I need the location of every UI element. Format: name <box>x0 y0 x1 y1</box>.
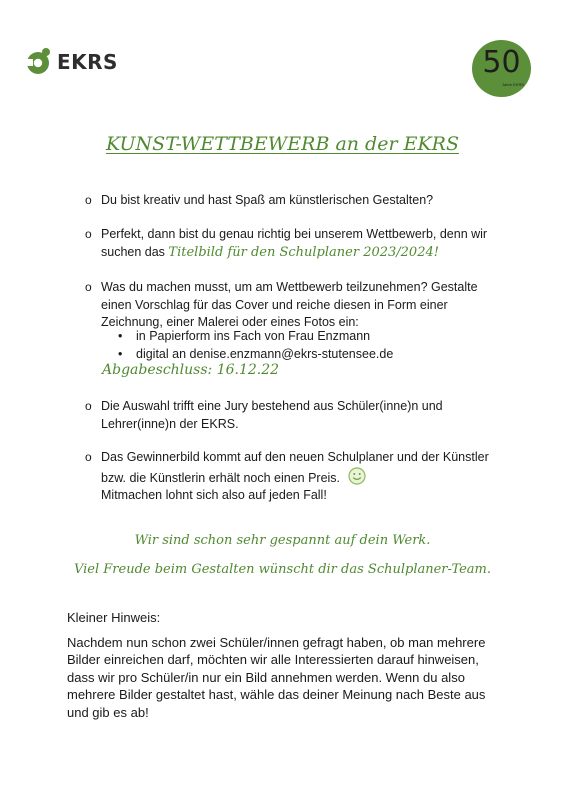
bullet-icon: o <box>85 193 92 207</box>
item-1: Du bist kreativ und hast Spaß am künstlerischen Gestalten? <box>101 193 434 207</box>
sub-item-2: digital an denise.enzmann@ekrs-stutensee.de <box>136 347 394 361</box>
hint-heading: Kleiner Hinweis: <box>67 610 161 625</box>
logo-text: EKRS <box>57 50 118 74</box>
sub-item-1: in Papierform ins Fach von Frau Enzmann <box>136 329 371 343</box>
ekrs-logo-icon <box>24 47 54 77</box>
item-3: Was du machen musst, um am Wettbewerb teilzunehmen? Gestalte einen Vorschlag für das Cover und reiche diesen in Form einer Zeichnung, einer Malerei oder eines Fotos ein: <box>101 280 478 329</box>
item-4: Die Auswahl trifft eine Jury bestehend aus Schüler(inne)n und Lehrer(inne)n der EKRS. <box>101 399 443 431</box>
dot-bullet-icon: • <box>118 347 123 361</box>
badge-number: 50 <box>482 45 521 80</box>
bullet-icon: o <box>85 399 92 413</box>
deadline: Abgabeschluss: 16.12.22 <box>102 362 280 378</box>
bullet-icon: o <box>85 450 92 464</box>
item-2 <box>101 226 511 261</box>
smiley-face-icon <box>348 467 366 485</box>
bullet-icon: o <box>85 227 92 241</box>
dot-bullet-icon: • <box>118 329 123 343</box>
item-5-text: Das Gewinnerbild kommt auf den neuen Schulplaner und der Künstler bzw. die Künstlerin erhält noch einen Preis. <box>101 450 489 485</box>
closing-line-1: Wir sind schon sehr gespannt auf dein Werk. <box>134 533 431 548</box>
page-title: KUNST-WETTBEWERB an der EKRS <box>106 133 459 155</box>
item-2-text: Perfekt, dann bist du genau richtig bei unserem Wettbewerb, denn wir suchen das <box>101 227 488 259</box>
badge-subtitle: Jahre EKRS <box>502 82 525 87</box>
item-5-closing: Mitmachen lohnt sich also auf jeden Fall! <box>101 488 327 502</box>
hint-body: Nachdem nun schon zwei Schüler/innen gefragt haben, ob man mehrere Bilder einreichen darf, möchten wir alle Interessierten darauf hinweisen, dass wir pro Schüler/in nur ein Bild annehmen werden. Wenn du also mehrere Bilder gestaltet hast, wähle das deiner Meinung nach Beste aus und gib es ab! <box>67 635 486 720</box>
ekrs-logo <box>24 45 118 79</box>
item-5 <box>101 449 511 505</box>
bullet-icon: o <box>85 280 92 294</box>
item-2-highlight: Titelbild für den Schulplaner 2023/2024! <box>168 244 439 260</box>
closing-line-2: Viel Freude beim Gestalten wünscht dir das Schulplaner-Team. <box>73 562 492 577</box>
anniversary-badge <box>472 40 531 97</box>
